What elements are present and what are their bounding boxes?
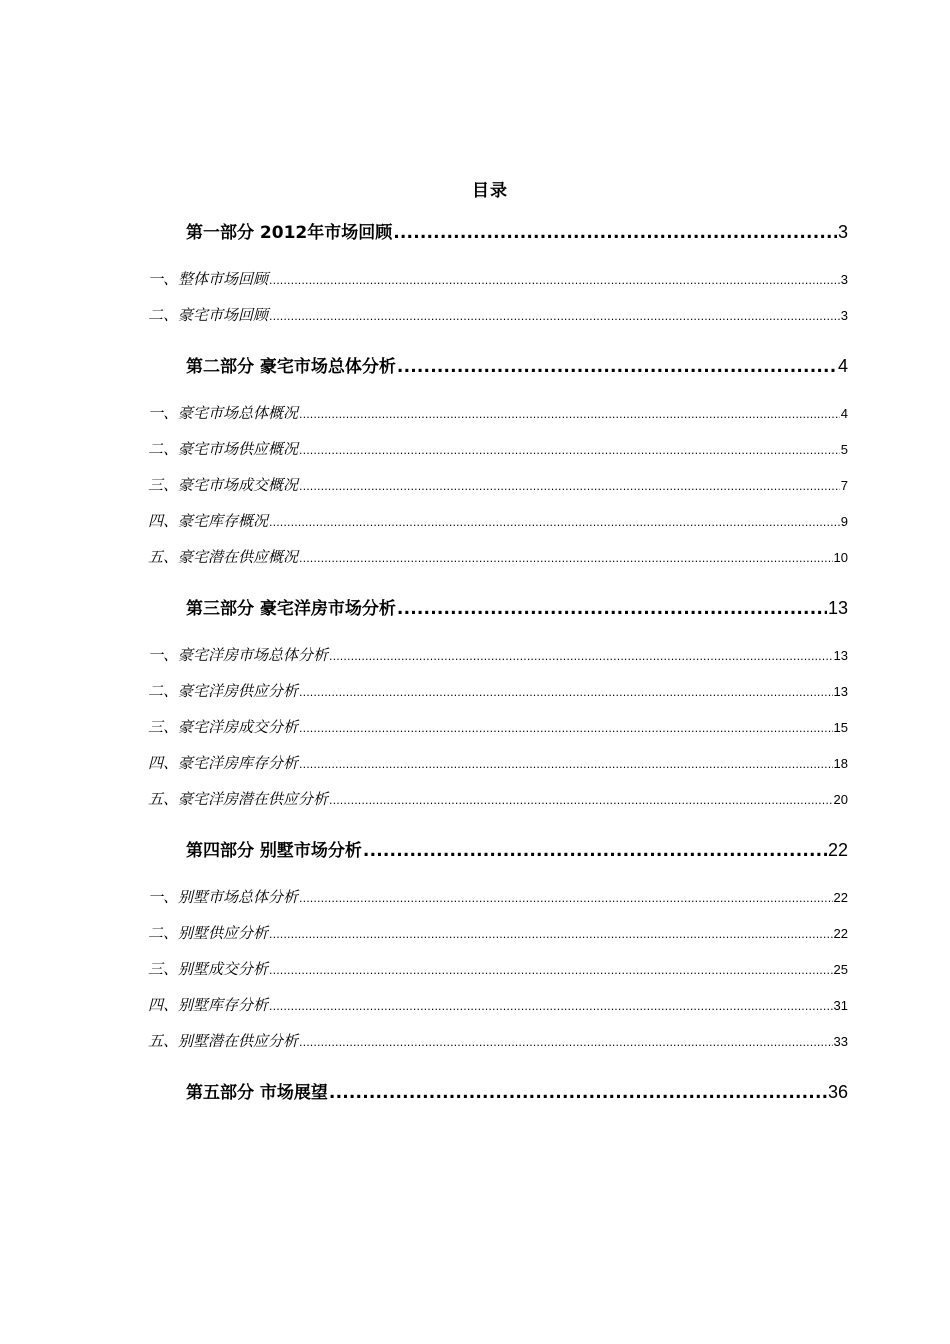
toc-entry-page: 4 [837,356,848,376]
toc-leader-dots [299,686,833,699]
toc-entry-label: 一、别墅市场总体分析 [148,888,299,906]
toc-entry-sub[interactable] [148,922,848,944]
toc-leader-dots [269,1000,833,1013]
toc-leader-dots [363,841,827,861]
toc-entry-page: 20 [833,792,848,807]
toc-entry-label: 五、豪宅洋房潜在供应分析 [148,790,329,808]
toc-entry-page: 3 [837,222,848,242]
toc-entry-label: 一、豪宅洋房市场总体分析 [148,646,329,664]
toc-entry-sub[interactable] [148,752,848,774]
toc-entry-page: 9 [840,514,848,529]
toc-entry-label: 一、整体市场回顾 [148,270,269,288]
toc-entry-sub[interactable] [148,474,848,496]
toc-entry-page: 22 [833,890,848,905]
toc-entry-page: 10 [833,550,848,565]
toc-entry-page: 25 [833,962,848,977]
toc-entry-label: 第四部分 别墅市场分析 [186,841,362,861]
toc-entry-label: 第三部分 豪宅洋房市场分析 [186,599,396,619]
toc-entry-label: 四、豪宅库存概况 [148,512,269,530]
toc-entry-label: 五、别墅潜在供应分析 [148,1032,299,1050]
toc-leader-dots [329,650,833,663]
toc-entry-page: 13 [833,684,848,699]
toc-leader-dots [299,444,840,457]
toc-entry-page: 18 [833,756,848,771]
toc-entry-label: 二、别墅供应分析 [148,924,269,942]
toc-entry-part-2[interactable] [186,352,848,378]
toc-entry-page: 36 [827,1082,848,1102]
toc-leader-dots [329,794,833,807]
toc-entry-label: 五、豪宅潜在供应概况 [148,548,299,566]
toc-entry-sub[interactable] [148,958,848,980]
toc-entry-page: 33 [833,1034,848,1049]
toc-entry-sub[interactable] [148,716,848,738]
toc-entry-page: 3 [840,308,848,323]
toc-entry-page: 3 [840,272,848,287]
toc-leader-dots [269,516,840,529]
toc-leader-dots [299,552,833,565]
toc-entry-part-4[interactable] [186,836,848,862]
toc-entry-sub[interactable] [148,1030,848,1052]
toc-leader-dots [397,599,827,619]
toc-entry-page: 4 [840,406,848,421]
toc-leader-dots [269,928,833,941]
toc-entry-page: 31 [833,998,848,1013]
toc-entry-sub[interactable] [148,886,848,908]
toc-entry-part-3[interactable] [186,594,848,620]
toc-leader-dots [269,964,833,977]
toc-entry-label: 一、豪宅市场总体概况 [148,404,299,422]
toc-entry-page: 15 [833,720,848,735]
toc-entry-label: 三、别墅成交分析 [148,960,269,978]
toc-entry-sub[interactable] [148,680,848,702]
toc-entry-label: 四、豪宅洋房库存分析 [148,754,299,772]
toc-entry-page: 22 [833,926,848,941]
toc-entry-sub[interactable] [148,268,848,290]
toc-entry-sub[interactable] [148,304,848,326]
toc-leader-dots [329,1083,827,1103]
toc-leader-dots [269,310,840,323]
toc-entry-label: 二、豪宅市场回顾 [148,306,269,324]
toc-title: 目录 [472,181,508,201]
toc-entry-sub[interactable] [148,402,848,424]
toc-entry-page: 13 [827,598,848,618]
toc-leader-dots [299,480,840,493]
toc-leader-dots [299,722,833,735]
toc-leader-dots [299,1036,833,1049]
toc-entry-label: 第五部分 市场展望 [186,1083,328,1103]
toc-entry-label: 二、豪宅市场供应概况 [148,440,299,458]
toc-entry-sub[interactable] [148,510,848,532]
toc-entry-label: 三、豪宅市场成交概况 [148,476,299,494]
toc-entry-part-1[interactable] [186,218,848,244]
toc-entry-sub[interactable] [148,438,848,460]
toc-entry-page: 7 [840,478,848,493]
toc-entry-label: 四、别墅库存分析 [148,996,269,1014]
toc-entry-page: 5 [840,442,848,457]
toc-entry-sub[interactable] [148,788,848,810]
toc-leader-dots [299,892,833,905]
toc-entry-label: 第二部分 豪宅市场总体分析 [186,357,396,377]
toc-leader-dots [397,357,837,377]
toc-leader-dots [393,223,837,243]
toc-entry-label: 三、豪宅洋房成交分析 [148,718,299,736]
toc-entry-sub[interactable] [148,644,848,666]
toc-entry-sub[interactable] [148,546,848,568]
toc-entry-page: 13 [833,648,848,663]
toc-entry-label: 二、豪宅洋房供应分析 [148,682,299,700]
toc-entry-part-5[interactable] [186,1078,848,1104]
toc-leader-dots [299,408,840,421]
toc-leader-dots [269,274,840,287]
toc-entry-label: 第一部分 2012年市场回顾 [186,223,393,243]
toc-leader-dots [299,758,833,771]
toc-entry-sub[interactable] [148,994,848,1016]
toc-entry-page: 22 [827,840,848,860]
